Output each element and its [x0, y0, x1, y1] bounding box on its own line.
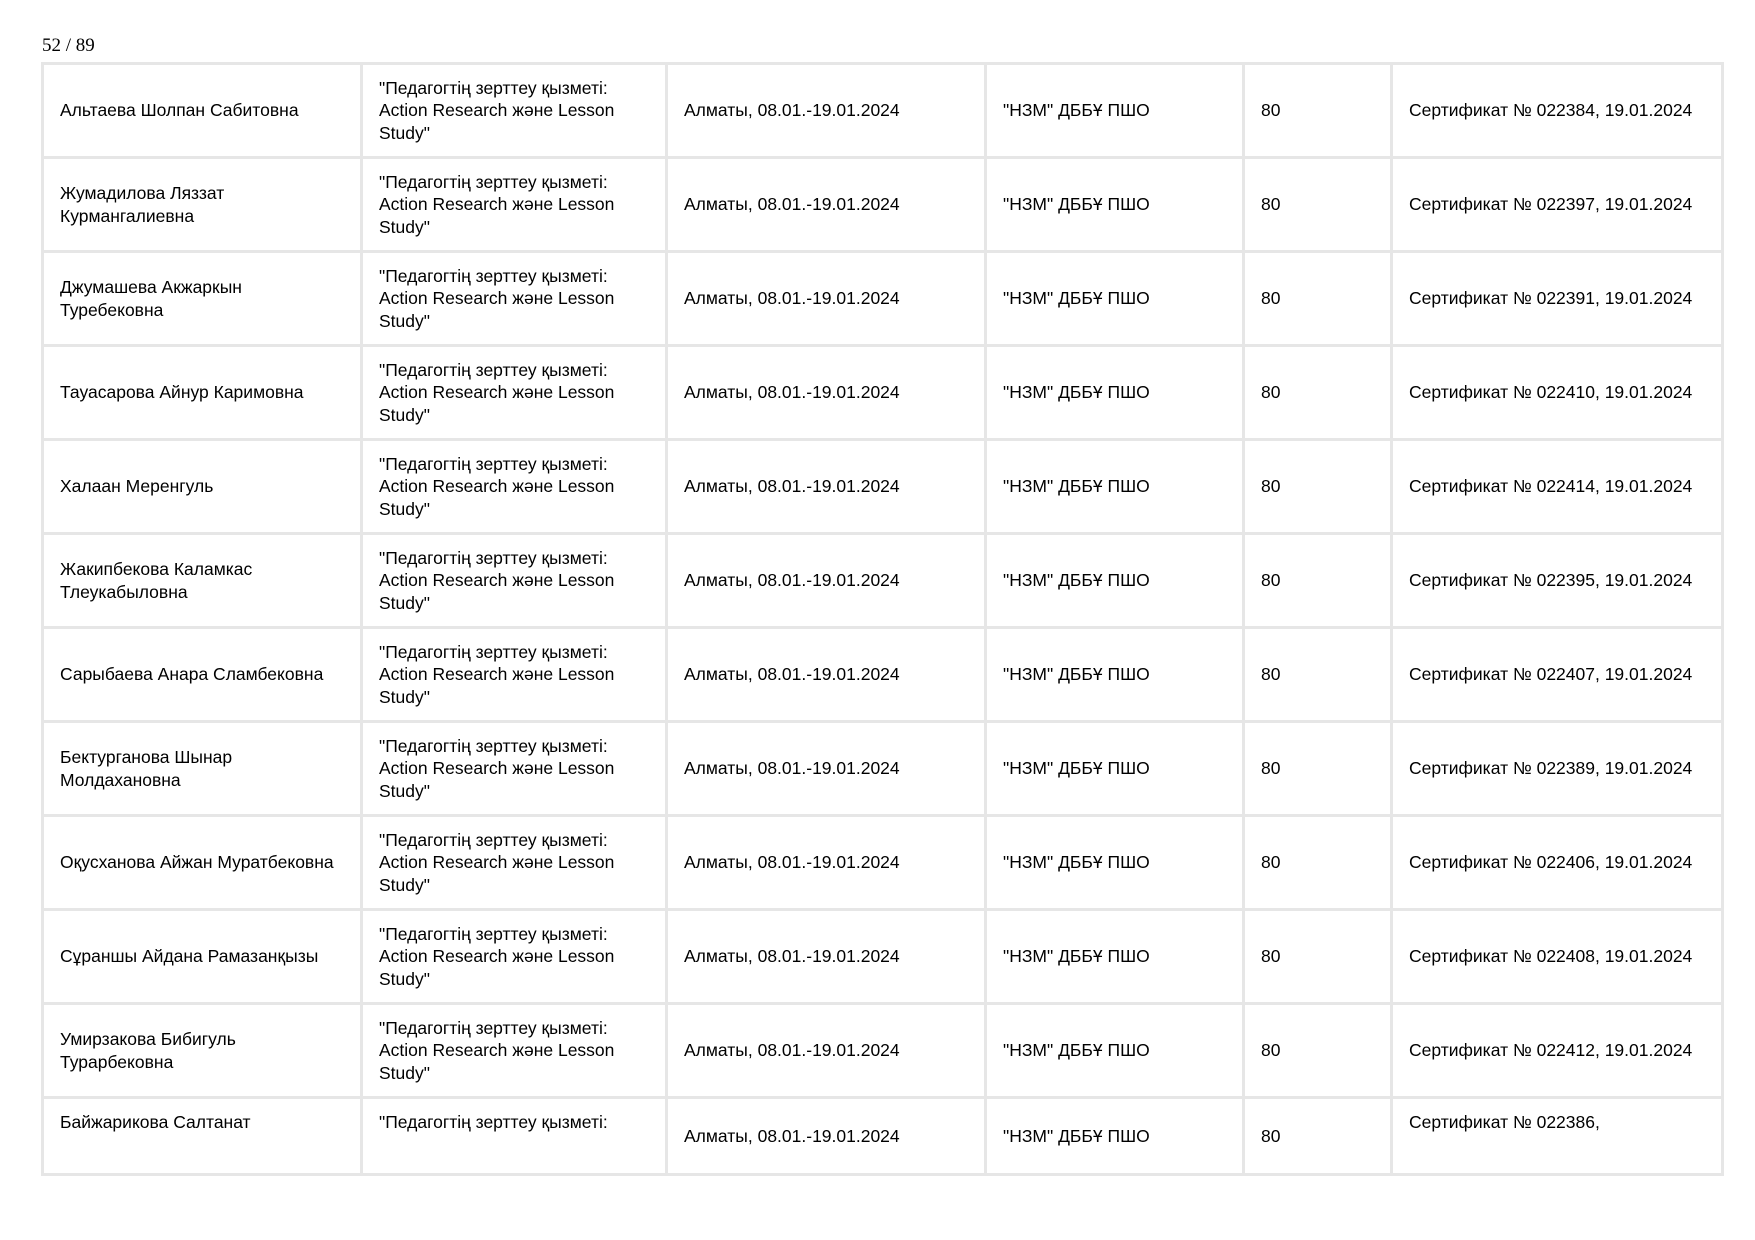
cell-certificate: Сертификат № 022408, 19.01.2024	[1393, 911, 1721, 1002]
cell-place-dates: Алматы, 08.01.-19.01.2024	[668, 159, 984, 250]
cell-place-dates: Алматы, 08.01.-19.01.2024	[668, 441, 984, 532]
cell-hours: 80	[1245, 65, 1390, 156]
cell-hours: 80	[1245, 1005, 1390, 1096]
cell-organizer: "НЗМ" ДББҰ ПШО	[987, 1005, 1242, 1096]
table-row	[44, 1099, 1721, 1173]
cell-certificate: Сертификат № 022410, 19.01.2024	[1393, 347, 1721, 438]
cell-course: "Педагогтің зерттеу қызметі: Action Research және Lesson Study"	[363, 817, 665, 908]
table-row	[44, 629, 1721, 720]
cell-hours: 80	[1245, 159, 1390, 250]
cell-certificate: Сертификат № 022386,	[1393, 1099, 1721, 1173]
cell-hours: 80	[1245, 723, 1390, 814]
cell-hours: 80	[1245, 911, 1390, 1002]
cell-organizer: "НЗМ" ДББҰ ПШО	[987, 253, 1242, 344]
cell-course: "Педагогтің зерттеу қызметі: Action Research және Lesson Study"	[363, 629, 665, 720]
cell-name: Сұраншы Айдана Рамазанқызы	[44, 911, 360, 1002]
cell-place-dates: Алматы, 08.01.-19.01.2024	[668, 535, 984, 626]
cell-certificate: Сертификат № 022391, 19.01.2024	[1393, 253, 1721, 344]
table-row	[44, 441, 1721, 532]
cell-name: Тауасарова Айнур Каримовна	[44, 347, 360, 438]
cell-hours: 80	[1245, 253, 1390, 344]
cell-organizer: "НЗМ" ДББҰ ПШО	[987, 65, 1242, 156]
cell-course: "Педагогтің зерттеу қызметі: Action Research және Lesson Study"	[363, 253, 665, 344]
cell-place-dates: Алматы, 08.01.-19.01.2024	[668, 817, 984, 908]
cell-hours: 80	[1245, 629, 1390, 720]
cell-course: "Педагогтің зерттеу қызметі:	[363, 1099, 665, 1173]
cell-certificate: Сертификат № 022395, 19.01.2024	[1393, 535, 1721, 626]
cell-hours: 80	[1245, 1099, 1390, 1173]
cell-certificate: Сертификат № 022406, 19.01.2024	[1393, 817, 1721, 908]
cell-hours: 80	[1245, 347, 1390, 438]
cell-place-dates: Алматы, 08.01.-19.01.2024	[668, 723, 984, 814]
table-row	[44, 817, 1721, 908]
cell-name: Халаан Меренгуль	[44, 441, 360, 532]
cell-certificate: Сертификат № 022414, 19.01.2024	[1393, 441, 1721, 532]
cell-place-dates: Алматы, 08.01.-19.01.2024	[668, 911, 984, 1002]
cell-place-dates: Алматы, 08.01.-19.01.2024	[668, 253, 984, 344]
cell-organizer: "НЗМ" ДББҰ ПШО	[987, 817, 1242, 908]
cell-certificate: Сертификат № 022389, 19.01.2024	[1393, 723, 1721, 814]
cell-organizer: "НЗМ" ДББҰ ПШО	[987, 1099, 1242, 1173]
cell-name: Байжарикова Салтанат	[44, 1099, 360, 1173]
table-row	[44, 159, 1721, 250]
cell-name: Умирзакова Бибигуль Турарбековна	[44, 1005, 360, 1096]
cell-hours: 80	[1245, 535, 1390, 626]
table-row	[44, 1005, 1721, 1096]
cell-course: "Педагогтің зерттеу қызметі: Action Research және Lesson Study"	[363, 1005, 665, 1096]
cell-hours: 80	[1245, 817, 1390, 908]
cell-organizer: "НЗМ" ДББҰ ПШО	[987, 629, 1242, 720]
cell-hours: 80	[1245, 441, 1390, 532]
cell-course: "Педагогтің зерттеу қызметі: Action Research және Lesson Study"	[363, 535, 665, 626]
cell-certificate: Сертификат № 022397, 19.01.2024	[1393, 159, 1721, 250]
cell-name: Оқусханова Айжан Муратбековна	[44, 817, 360, 908]
cell-organizer: "НЗМ" ДББҰ ПШО	[987, 535, 1242, 626]
table-row	[44, 65, 1721, 156]
cell-organizer: "НЗМ" ДББҰ ПШО	[987, 723, 1242, 814]
table-row	[44, 347, 1721, 438]
cell-name: Джумашева Акжаркын Туребековна	[44, 253, 360, 344]
cell-organizer: "НЗМ" ДББҰ ПШО	[987, 159, 1242, 250]
cell-place-dates: Алматы, 08.01.-19.01.2024	[668, 1005, 984, 1096]
table-row	[44, 535, 1721, 626]
cell-place-dates: Алматы, 08.01.-19.01.2024	[668, 347, 984, 438]
cell-place-dates: Алматы, 08.01.-19.01.2024	[668, 65, 984, 156]
certificates-table	[41, 62, 1724, 1176]
page-counter: 52 / 89	[42, 35, 95, 56]
cell-certificate: Сертификат № 022412, 19.01.2024	[1393, 1005, 1721, 1096]
cell-name: Сарыбаева Анара Сламбековна	[44, 629, 360, 720]
cell-course: "Педагогтің зерттеу қызметі: Action Research және Lesson Study"	[363, 159, 665, 250]
table-row	[44, 253, 1721, 344]
cell-certificate: Сертификат № 022407, 19.01.2024	[1393, 629, 1721, 720]
cell-course: "Педагогтің зерттеу қызметі: Action Research және Lesson Study"	[363, 347, 665, 438]
cell-course: "Педагогтің зерттеу қызметі: Action Research және Lesson Study"	[363, 441, 665, 532]
cell-certificate: Сертификат № 022384, 19.01.2024	[1393, 65, 1721, 156]
cell-course: "Педагогтің зерттеу қызметі: Action Research және Lesson Study"	[363, 65, 665, 156]
cell-place-dates: Алматы, 08.01.-19.01.2024	[668, 629, 984, 720]
cell-organizer: "НЗМ" ДББҰ ПШО	[987, 911, 1242, 1002]
table-row	[44, 723, 1721, 814]
cell-course: "Педагогтің зерттеу қызметі: Action Research және Lesson Study"	[363, 723, 665, 814]
cell-name: Жакипбекова Каламкас Тлеукабыловна	[44, 535, 360, 626]
table-row	[44, 911, 1721, 1002]
cell-organizer: "НЗМ" ДББҰ ПШО	[987, 441, 1242, 532]
cell-course: "Педагогтің зерттеу қызметі: Action Research және Lesson Study"	[363, 911, 665, 1002]
cell-organizer: "НЗМ" ДББҰ ПШО	[987, 347, 1242, 438]
cell-place-dates: Алматы, 08.01.-19.01.2024	[668, 1099, 984, 1173]
cell-name: Бектурганова Шынар Молдахановна	[44, 723, 360, 814]
cell-name: Жумадилова Ляззат Курмангалиевна	[44, 159, 360, 250]
cell-name: Альтаева Шолпан Сабитовна	[44, 65, 360, 156]
